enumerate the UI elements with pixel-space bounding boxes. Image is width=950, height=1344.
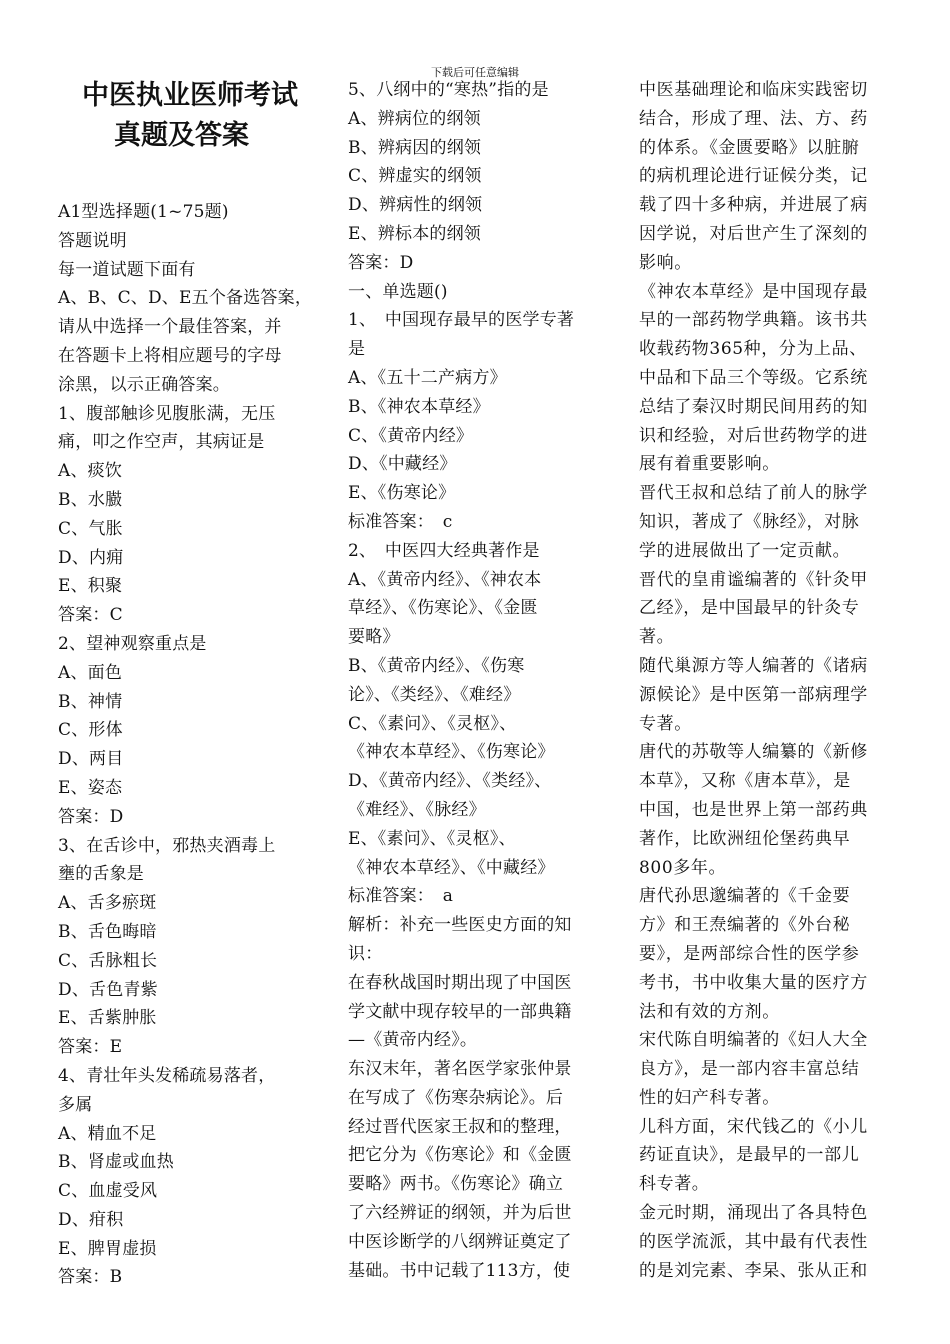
text-line: 科专著。 <box>639 1174 710 1195</box>
text-line: 因学说，对后世产生了深刻的 <box>639 223 868 244</box>
text-line: 识和经验，对后世药物学的进 <box>639 425 868 446</box>
text-line: 总结了秦汉时期民间用药的知 <box>639 396 868 417</box>
text-line: 要略》两书。《伤寒论》确立 <box>348 1174 564 1195</box>
text-line: A、辨病位的纲领 <box>348 108 481 129</box>
text-line: 晋代的皇甫谧编著的《针灸甲 <box>639 569 868 590</box>
text-line: 基础。书中记载了113方，使 <box>348 1260 571 1281</box>
text-line: 5、八纲中的“寒热”指的是 <box>348 80 549 100</box>
text-line: A、面色 <box>58 662 123 683</box>
text-line: 性的妇产科专著。 <box>639 1087 780 1108</box>
text-line: 唐代孙思邈编著的《千金要 <box>639 886 851 907</box>
text-line: 识： <box>348 943 383 964</box>
text-line: 在写成了《伤寒杂病论》。后 <box>348 1087 564 1108</box>
text-line: 论》、《类经》、《难经》 <box>348 684 521 705</box>
text-line: 中国，也是世界上第一部药典 <box>639 799 868 820</box>
text-line: 金元时期，涌现出了各具特色 <box>639 1203 868 1224</box>
text-line: 结合，形成了理、法、方、药 <box>639 108 868 129</box>
text-line: B、舌色晦暗 <box>58 921 157 942</box>
text-line: C、《黄帝内经》 <box>348 425 474 446</box>
text-line: A、精血不足 <box>58 1123 157 1144</box>
text-line: 2、 中医四大经典著作是 <box>348 540 540 561</box>
text-line: 《难经》、《脉经》 <box>348 799 486 820</box>
text-line: A、《五十二产病方》 <box>348 367 507 388</box>
text-line: 在春秋战国时期出现了中国医 <box>348 972 572 993</box>
text-line: 学的进展做出了一定贡献。 <box>639 540 851 561</box>
text-line: E、辨标本的纲领 <box>348 223 482 244</box>
text-line: 影响。 <box>639 252 692 273</box>
text-line: 答题说明 <box>58 230 127 251</box>
text-line: 痛，叩之作空声，其病证是 <box>58 432 265 453</box>
text-line: A1型选择题(1~75题) <box>58 202 229 222</box>
text-line: 乙经》，是中国最早的针灸专 <box>639 598 860 619</box>
text-line: C、形体 <box>58 720 123 741</box>
text-line: 的是刘完素、李杲、张从正和 <box>639 1260 868 1281</box>
text-line: 中医基础理论和临床实践密切 <box>639 80 868 100</box>
text-line: 的病机理论进行证候分类，记 <box>639 166 868 187</box>
text-line: D、两目 <box>58 749 124 770</box>
text-line: A、B、C、D、E五个备选答案， <box>58 288 313 309</box>
text-line: 答案：B <box>58 1267 123 1288</box>
text-line: D、舌色青紫 <box>58 979 158 1000</box>
text-line: 专著。 <box>639 713 692 734</box>
text-line: 800多年。 <box>639 857 727 878</box>
text-line: 展有着重要影响。 <box>639 454 780 475</box>
text-line: 《神农本草经》、《伤寒论》 <box>348 742 555 763</box>
text-line: 的医学流派，其中最有代表性 <box>639 1231 868 1252</box>
text-line: 标准答案： a <box>348 886 454 907</box>
text-line: 解析：补充一些医史方面的知 <box>348 915 572 936</box>
text-line: 把它分为《伤寒论》和《金匮 <box>348 1145 572 1166</box>
text-line: 多属 <box>58 1094 93 1115</box>
text-line: 要略》 <box>348 627 400 648</box>
column-1-text <box>58 198 322 1292</box>
text-line: C、血虚受风 <box>58 1181 158 1202</box>
text-line: 本草》，又称《唐本草》，是 <box>639 771 851 792</box>
title-spacer <box>58 156 322 198</box>
text-line: C、辨虚实的纲领 <box>348 166 482 187</box>
title-line-1: 中医执业医师考试 <box>82 80 298 111</box>
text-line: 晋代王叔和总结了前人的脉学 <box>639 483 868 504</box>
text-line: 收载药物365种，分为上品、 <box>639 339 867 360</box>
text-line: 标准答案： c <box>348 511 453 532</box>
text-line: E、《素问》、《灵枢》、 <box>348 828 516 849</box>
text-line: D、《中藏经》 <box>348 454 457 475</box>
text-line: E、脾胃虚损 <box>58 1238 157 1259</box>
text-line: 经过晋代医家王叔和的整理， <box>348 1116 572 1137</box>
text-line: 草经》、《伤寒论》、《金匮 <box>348 598 538 619</box>
text-line: 方》和王焘编著的《外台秘 <box>639 915 851 936</box>
text-line: 著作，比欧洲纽伦堡药典早 <box>639 828 851 849</box>
text-line: 4、青壮年头发稀疏易落者， <box>58 1065 276 1086</box>
text-line: 的体系。《金匮要略》以脏腑 <box>639 137 860 158</box>
text-line: 1、腹部触诊见腹胀满，无压 <box>58 403 276 424</box>
title-line-2: 真题及答案 <box>114 120 249 151</box>
text-line: A、舌多瘀斑 <box>58 893 157 914</box>
text-line: 考书，书中收集大量的医疗方 <box>639 972 868 993</box>
text-line: 《神农本草经》、《中藏经》 <box>348 857 555 878</box>
text-line: E、《伤寒论》 <box>348 483 456 504</box>
text-line: C、气胀 <box>58 518 123 539</box>
text-line: D、辨病性的纲领 <box>348 195 483 216</box>
column-2 <box>348 76 612 1285</box>
text-line: 壅的舌象是 <box>58 864 144 885</box>
text-line: D、疳积 <box>58 1209 124 1230</box>
text-line: D、《黄帝内经》、《类经》、 <box>348 771 552 792</box>
text-line: 要》，是两部综合性的医学参 <box>639 943 860 964</box>
text-line: 中医诊断学的八纲辨证奠定了 <box>348 1231 572 1252</box>
column-1 <box>58 76 322 1292</box>
text-line: 学文献中现存较早的一部典籍 <box>348 1001 572 1022</box>
text-line: 请从中选择一个最佳答案，并 <box>58 317 282 338</box>
text-line: B、《神农本草经》 <box>348 396 490 417</box>
text-line: B、辨病因的纲领 <box>348 137 482 158</box>
text-line: 2、望神观察重点是 <box>58 633 207 654</box>
text-line: E、姿态 <box>58 777 123 798</box>
text-line: 儿科方面，宋代钱乙的《小儿 <box>639 1116 868 1137</box>
text-line: E、积聚 <box>58 576 123 597</box>
text-line: 著。 <box>639 627 675 648</box>
text-line: —《黄帝内经》。 <box>348 1030 478 1051</box>
text-line: B、《黄帝内经》、《伤寒 <box>348 655 525 676</box>
text-line: 早的一部药物学典籍。该书共 <box>639 310 868 331</box>
text-line: C、舌脉粗长 <box>58 950 158 971</box>
text-line: 唐代的苏敬等人编纂的《新修 <box>639 742 868 763</box>
text-line: 答案：E <box>58 1037 123 1058</box>
text-line: 载了四十多种病，并进展了病 <box>639 195 868 216</box>
text-line: 3、在舌诊中，邪热夹酒毒上 <box>58 835 276 856</box>
column-3-text <box>639 76 903 1285</box>
text-line: 一、单选题() <box>348 281 448 302</box>
text-line: 源候论》是中医第一部病理学 <box>639 684 868 705</box>
text-line: 答案：D <box>58 806 124 827</box>
header-note: 下载后可任意编辑 <box>431 66 519 79</box>
text-line: 每一道试题下面有 <box>58 259 196 280</box>
text-line: 1、 中国现存最早的医学专著 <box>348 310 575 331</box>
text-line: 《神农本草经》是中国现存最 <box>639 281 868 302</box>
text-line: B、肾虚或血热 <box>58 1152 174 1173</box>
text-line: 宋代陈自明编著的《妇人大全 <box>639 1030 868 1051</box>
text-line: 涂黑，以示正确答案。 <box>58 374 230 395</box>
column-3 <box>639 76 903 1285</box>
text-line: B、神情 <box>58 691 123 712</box>
text-line: E、舌紫肿胀 <box>58 1008 157 1029</box>
text-line: B、水臌 <box>58 489 123 510</box>
text-line: 良方》，是一部内容丰富总结 <box>639 1059 860 1080</box>
text-line: C、《素问》、《灵枢》、 <box>348 713 517 734</box>
text-line: 随代巢源方等人编著的《诸病 <box>639 655 868 676</box>
document-title <box>58 76 322 156</box>
text-line: 答案：C <box>58 605 123 626</box>
text-line: 知识，著成了《脉经》，对脉 <box>639 511 860 532</box>
text-line: 答案：D <box>348 252 414 273</box>
text-line: A、《黄帝内经》、《神农本 <box>348 569 542 590</box>
text-line: 了六经辨证的纲领，并为后世 <box>348 1203 572 1224</box>
text-line: 药证直诀》，是最早的一部儿 <box>639 1145 860 1166</box>
text-line: D、内痈 <box>58 547 124 568</box>
text-line: 在答题卡上将相应题号的字母 <box>58 345 282 366</box>
text-line: 是 <box>348 339 366 360</box>
text-line: A、痰饮 <box>58 461 123 482</box>
column-2-text <box>348 76 612 1285</box>
text-line: 中品和下品三个等级。它系统 <box>639 367 868 388</box>
text-line: 东汉末年，著名医学家张仲景 <box>348 1059 572 1080</box>
text-line: 法和有效的方剂。 <box>639 1001 780 1022</box>
